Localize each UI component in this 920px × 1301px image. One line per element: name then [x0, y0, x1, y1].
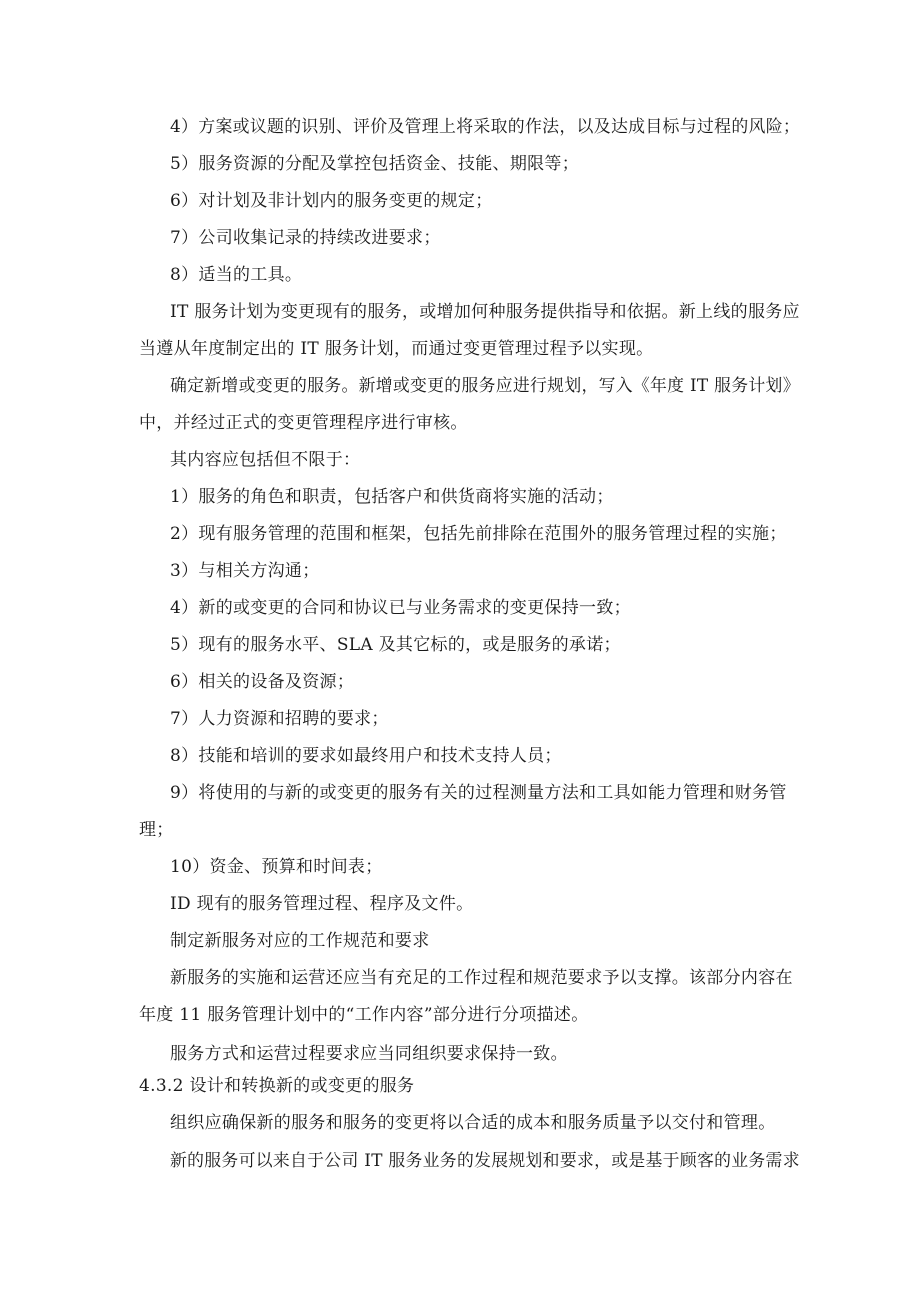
section-heading: 4.3.2 设计和转换新的或变更的服务: [139, 1076, 415, 1096]
list-item: ID 现有的服务管理过程、程序及文件。: [170, 894, 474, 914]
paragraph-line: 新服务的实施和运营还应当有充足的工作过程和规范要求予以支撑。该部分内容在: [170, 968, 793, 988]
list-item: 2）现有服务管理的范围和框架，包括先前排除在范围外的服务管理过程的实施；: [170, 524, 787, 544]
content-intro: 其内容应包括但不限于：: [170, 450, 361, 470]
list-item: 5）现有的服务水平、SLA 及其它标的，或是服务的承诺；: [170, 635, 621, 655]
subheading: 制定新服务对应的工作规范和要求: [170, 931, 430, 951]
paragraph-line: 服务方式和运营过程要求应当同组织要求保持一致。: [170, 1044, 568, 1064]
list-item: 8）适当的工具。: [170, 265, 303, 285]
list-item: 7）人力资源和招聘的要求；: [170, 709, 389, 729]
list-item: 1）服务的角色和职责，包括客户和供货商将实施的活动；: [170, 487, 614, 507]
paragraph-line: 组织应确保新的服务和服务的变更将以合适的成本和服务质量予以交付和管理。: [170, 1113, 776, 1133]
list-item: 3）与相关方沟通；: [170, 561, 320, 581]
list-item: 4）方案或议题的识别、评价及管理上将采取的作法，以及达成目标与过程的风险；: [170, 117, 801, 137]
list-item: 4）新的或变更的合同和协议已与业务需求的变更保持一致；: [170, 598, 631, 618]
list-item: 理；: [139, 820, 174, 840]
paragraph-line: 确定新增或变更的服务。新增或变更的服务应进行规划，写入《年度 IT 服务计划》: [170, 376, 800, 396]
list-item: 7）公司收集记录的持续改进要求；: [170, 228, 441, 248]
paragraph-line: 新的服务可以来自于公司 IT 服务业务的发展规划和要求，或是基于顾客的业务需求: [170, 1151, 800, 1171]
list-item: 6）对计划及非计划内的服务变更的规定；: [170, 191, 493, 211]
paragraph-line: IT 服务计划为变更现有的服务，或增加何种服务提供指导和依据。新上线的服务应: [170, 302, 800, 322]
paragraph-line: 当遵从年度制定出的 IT 服务计划，而通过变更管理过程予以实现。: [139, 339, 654, 359]
list-item: 8）技能和培训的要求如最终用户和技术支持人员；: [170, 746, 562, 766]
paragraph-line: 年度 11 服务管理计划中的“工作内容”部分进行分项描述。: [139, 1005, 589, 1025]
list-item: 10）资金、预算和时间表；: [170, 857, 383, 877]
list-item: 5）服务资源的分配及掌控包括资金、技能、期限等；: [170, 154, 580, 174]
paragraph-line: 中，并经过正式的变更管理程序进行审核。: [139, 413, 468, 433]
list-item: 9）将使用的与新的或变更的服务有关的过程测量方法和工具如能力管理和财务管: [170, 783, 787, 803]
list-item: 6）相关的设备及资源；: [170, 672, 355, 692]
